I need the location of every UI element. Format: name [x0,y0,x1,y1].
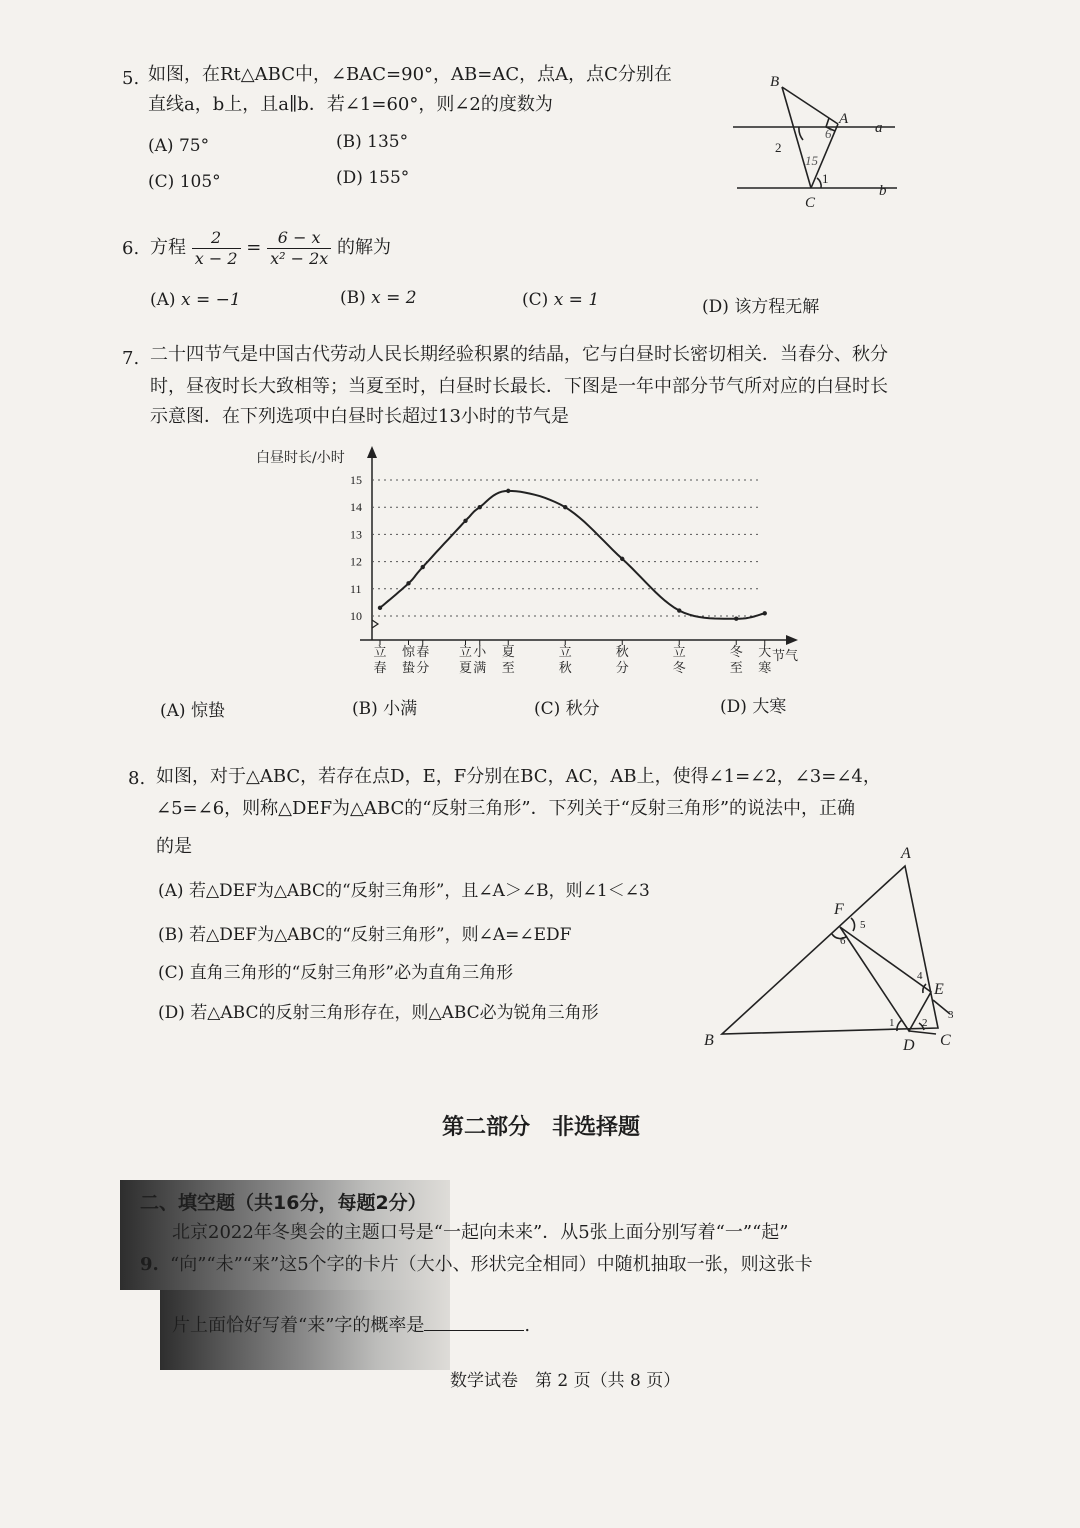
ray-d [909,1031,936,1034]
x-tick-label: 分 [416,661,430,676]
x-tick-label: 满 [473,661,487,676]
x-tick-label: 夏 [458,661,473,676]
q8-option-b[interactable]: (B) 若△DEF为△ABC的“反射三角形”，则∠A=∠EDF [158,925,572,945]
q7-option-d[interactable]: (D) 大寒 [720,697,787,717]
x-tick-label: 秋 [558,661,572,676]
data-point [734,617,738,621]
q9-line2: “向”“未”“来”这5个字的卡片（大小、形状完全相同）中随机抽取一张，则这张卡 [170,1254,813,1275]
angle2-arc [799,127,803,140]
q6-option-a[interactable]: (A) x = −1 [150,290,241,310]
q7-chart [250,440,810,685]
data-point [620,557,624,561]
label-line-a: a [875,120,883,136]
data-point [506,489,510,493]
q6-fraction-right: $\frac{6 - x}{\text{x² − 2x}}$ [267,228,331,269]
q7-option-c[interactable]: (C) 秋分 [534,699,600,719]
q5-option-d[interactable]: (D) 155° [336,168,410,188]
data-point [677,608,681,612]
x-tick-label: 夏 [501,645,515,660]
data-point [478,505,482,509]
x-tick-label: 冬 [672,661,686,676]
label-angle1: 1 [889,1017,895,1029]
handwritten-mark-6: 6 [825,126,832,141]
q6-option-d[interactable]: (D) 该方程无解 [702,297,820,317]
q9-number: 9. [140,1254,159,1275]
label-angle3: 3 [948,1009,954,1021]
chart-xlabel: 节气 [772,649,799,664]
q8-option-a[interactable]: (A) 若△DEF为△ABC的“反射三角形”，且∠A＞∠B，则∠1＜∠3 [158,881,650,901]
q8-option-c[interactable]: (C) 直角三角形的“反射三角形”必为直角三角形 [158,963,514,983]
q7-option-b[interactable]: (B) 小满 [352,699,418,719]
q6-option-c[interactable]: (C) x = 1 [522,290,600,310]
x-tick-label: 小 [473,645,487,660]
data-point [563,505,567,509]
label-angle5: 5 [860,919,866,931]
part2-title: 第二部分 非选择题 [442,1115,641,1140]
section2-title: 二、填空题（共16分，每题2分） [140,1192,427,1214]
chart-x-arrow [786,635,798,645]
label-a: A [901,845,911,862]
q6-fraction-left: $\frac{2}{x - 2}$ [192,228,241,269]
y-tick-label: 12 [350,554,362,569]
x-tick-label: 寒 [758,661,772,676]
y-tick-label: 13 [350,527,362,542]
q9-line3: 片上面恰好写着“来”字的概率是 . [172,1312,530,1339]
q7-option-a[interactable]: (A) 惊蛰 [160,701,225,721]
q5-number: 5. [122,68,140,89]
label-angle6: 6 [840,935,846,947]
x-tick-label: 至 [501,661,515,676]
label-angle2: 2 [922,1017,928,1029]
label-e: E [934,981,944,998]
q5-line2: 直线a，b上，且a∥b．若∠1=60°，则∠2的度数为 [148,94,553,115]
q8-option-d[interactable]: (D) 若△ABC的反射三角形存在，则△ABC必为锐角三角形 [158,1003,599,1023]
q5-option-c[interactable]: (C) 105° [148,172,221,192]
label-a-point: A [839,111,849,127]
segment-bc [782,87,811,188]
label-b: B [704,1032,714,1049]
x-tick-label: 大 [758,645,772,660]
angle1-arc [817,178,821,188]
q5-option-a[interactable]: (A) 75° [148,136,210,156]
y-tick-label: 11 [350,581,362,596]
angle5-arc [851,918,855,931]
chart-axis-break [372,620,378,628]
x-tick-label: 立 [458,645,473,660]
handwritten-mark-15: 15 [805,153,818,168]
label-angle1: 1 [822,171,829,186]
q7-line3: 示意图．在下列选项中白昼时长超过13小时的节气是 [150,406,569,427]
label-c: C [940,1032,951,1049]
x-tick-label: 惊 [401,645,416,660]
q6-equation: 方程 $\frac{2}{x - 2}$ = $\frac{6 - x}{\text{x² − 2x}}$ 的解为 [150,227,392,268]
data-point [463,519,467,523]
x-tick-label: 秋 [615,645,629,660]
label-c-point: C [805,195,816,211]
y-tick-label: 10 [350,609,362,623]
x-tick-label: 分 [615,661,629,676]
y-tick-label: 15 [350,473,362,487]
x-tick-label: 春 [416,645,430,660]
q5-figure [725,70,905,215]
label-f: F [834,901,844,918]
triangle-abc [722,866,938,1034]
q6-number: 6. [122,238,140,259]
q8-line1: 如图，对于△ABC，若存在点D，E，F分别在BC，AC，AB上，使得∠1=∠2，∠3=∠4， [156,766,881,787]
q7-line1: 二十四节气是中国古代劳动人民长期经验积累的结晶，它与白昼时长密切相关．当春分、秋分 [150,344,888,365]
x-tick-label: 春 [373,661,387,676]
data-point [421,565,425,569]
chart-ylabel: 白昼时长/小时 [256,450,345,466]
x-tick-label: 立 [373,645,387,660]
data-point [763,611,767,615]
x-tick-label: 冬 [729,645,743,660]
q5-option-b[interactable]: (B) 135° [336,132,409,152]
x-tick-label: 至 [729,661,743,676]
x-tick-label: 蛰 [401,661,416,676]
x-tick-label: 立 [558,645,572,660]
q8-number: 8. [128,768,146,789]
q9-answer-blank[interactable] [424,1312,524,1331]
page-footer: 数学试卷 第 2 页（共 8 页） [450,1371,681,1391]
label-angle4: 4 [917,970,923,982]
x-tick-label: 立 [672,645,686,660]
label-line-b: b [879,183,887,199]
q7-line2: 时，昼夜时长大致相等；当夏至时，白昼时长最长．下图是一年中部分节气所对应的白昼时长 [150,376,888,397]
label-d: D [903,1037,915,1054]
q6-option-b[interactable]: (B) x = 2 [340,288,417,308]
chart-y-arrow [367,446,377,458]
daylight-curve [380,491,765,619]
y-tick-label: 14 [350,500,362,515]
q9-line1: 北京2022年冬奥会的主题口号是“一起向未来”．从5张上面分别写着“一”“起” [172,1222,789,1243]
q8-line3: 的是 [156,836,192,857]
label-angle2: 2 [775,140,782,155]
data-point [378,606,382,610]
q8-line2: ∠5=∠6，则称△DEF为△ABC的“反射三角形”．下列关于“反射三角形”的说法中，正确 [156,798,856,819]
q7-number: 7. [122,348,140,369]
label-b-point: B [770,74,780,90]
q8-figure [690,838,965,1058]
q5-line1: 如图，在Rt△ABC中，∠BAC=90°，AB=AC，点A，点C分别在 [148,64,672,85]
data-point [406,581,410,585]
